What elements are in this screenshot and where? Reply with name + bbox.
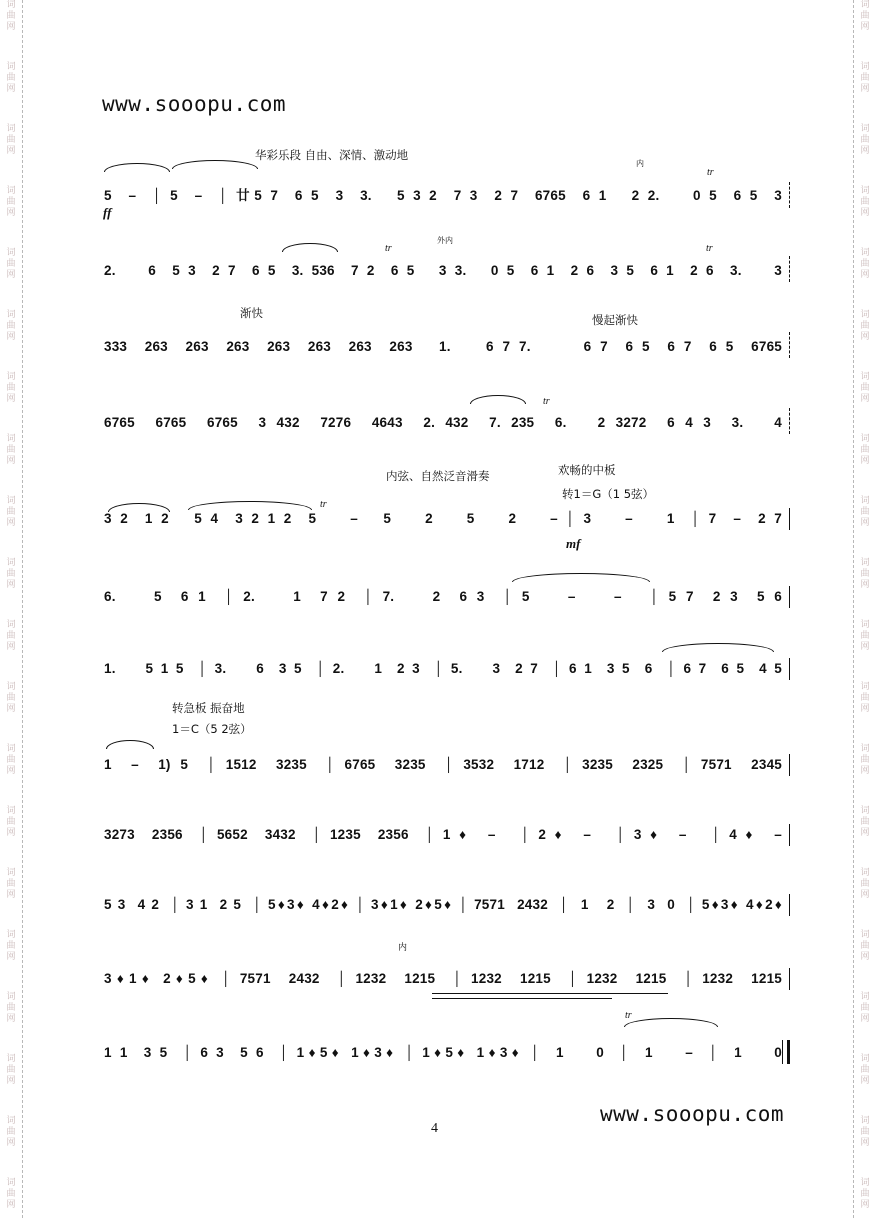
side-watermark-text: 词 曲 网 [6, 0, 16, 32]
score-row-8 [100, 736, 790, 776]
side-watermark-text: 词 曲 网 [6, 372, 16, 404]
side-watermark-text: 词 曲 网 [6, 434, 16, 466]
side-watermark-text: 词 曲 网 [860, 806, 870, 838]
notation-line: 1. 5 1 5 │ 3. 6 3 5 │ 2. 1 2 3 │ 5. 3 2 7 │ 6 1 3 5 6 │ 6 7 6 5 4 5 [104, 661, 782, 676]
score-row-7 [100, 640, 790, 680]
score-row-9 [100, 806, 790, 846]
tempo-quick-annotation: 转急板 振奋地 [172, 701, 245, 715]
side-watermark-text: 词 曲 网 [860, 992, 870, 1024]
harmonics-annotation: 内弦、自然泛音滑奏 [386, 469, 490, 483]
side-watermark-text: 词 曲 网 [6, 1116, 16, 1148]
side-watermark-text: 词 曲 网 [860, 744, 870, 776]
side-watermark-text: 词 曲 网 [6, 248, 16, 280]
side-watermark-text: 词 曲 网 [860, 0, 870, 32]
trill-mark: tr [625, 1010, 632, 1021]
slow-to-fast-annotation: 慢起渐快 [592, 313, 638, 327]
side-watermark-text: 词 曲 网 [860, 682, 870, 714]
right-watermark-strip [853, 0, 876, 1218]
score-row-10 [100, 876, 790, 916]
side-watermark-text: 词 曲 网 [6, 558, 16, 590]
trill-mark: tr [707, 167, 714, 178]
barline [789, 508, 791, 530]
gradually-fast-annotation: 渐快 [240, 306, 263, 320]
side-watermark-text: 词 曲 网 [6, 1178, 16, 1210]
side-watermark-text: 词 曲 网 [860, 620, 870, 652]
page-number: 4 [431, 1121, 438, 1136]
notation-line: 5 – │ 5 – │ 廿5 7 6 5 3 3. 5 3 2 7 3 2 7 6765 6 1 2 2. 0 5 6 5 3 [104, 188, 782, 203]
side-watermark-text: 词 曲 网 [860, 62, 870, 94]
side-watermark-text: 词 曲 网 [6, 310, 16, 342]
side-watermark-text: 词 曲 网 [6, 992, 16, 1024]
inner-string-mark: 内 [398, 943, 408, 953]
cadenza-annotation: 华彩乐段 自由、深情、激动地 [255, 148, 409, 162]
side-watermark-text: 词 曲 网 [860, 496, 870, 528]
key-change-g-annotation: 转1＝G（1 5弦） [562, 487, 655, 501]
side-watermark-text: 词 曲 网 [860, 248, 870, 280]
score-row-12 [100, 1024, 790, 1064]
top-watermark-url: www.sooopu.com [102, 92, 287, 116]
tremolo-line [432, 998, 612, 999]
dashed-barline [789, 332, 790, 358]
final-barline [782, 1040, 790, 1064]
side-watermark-text: 词 曲 网 [860, 310, 870, 342]
key-change-c-annotation: 1＝C（5 2弦） [172, 722, 252, 736]
notation-line: 3♦1♦ 2♦5♦ │ 7571 2432 │ 1232 1215 │ 1232 1215 │ 1232 1215 │ 1232 1215 [104, 971, 782, 986]
dashed-barline [789, 182, 790, 208]
side-watermark-text: 词 曲 网 [6, 744, 16, 776]
barline [789, 754, 791, 776]
barline [789, 968, 791, 990]
score-row-3 [100, 318, 790, 358]
score-row-2 [100, 242, 790, 282]
notation-line: 6765 6765 6765 3 432 7276 4643 2. 432 7. 235 6. 2 3272 6 4 3 3. 4 [104, 415, 782, 430]
notation-line: 3273 2356 │ 5652 3432 │ 1235 2356 │ 1 ♦ – │ 2 ♦ – │ 3 ♦ – │ 4 ♦ – [104, 827, 782, 842]
side-watermark-text: 词 曲 网 [6, 930, 16, 962]
side-watermark-text: 词 曲 网 [6, 62, 16, 94]
trill-mark: tr [320, 499, 327, 510]
score-row-11 [100, 950, 790, 990]
trill-mark: tr [543, 396, 550, 407]
trill-mark: tr [385, 243, 392, 254]
score-row-5 [100, 490, 790, 530]
side-watermark-text: 词 曲 网 [6, 1054, 16, 1086]
trill-mark: tr [706, 243, 713, 254]
notation-line: 5 3 4 2 │ 3 1 2 5 │ 5♦3♦ 4♦2♦ │ 3♦1♦ 2♦5♦ │ 7571 2432 │ 1 2 │ 3 0 │ 5♦3♦ 4♦2♦ [104, 897, 782, 912]
side-watermark-text: 词 曲 网 [6, 124, 16, 156]
notation-line: 1 1 3 5 │ 6 3 5 6 │ 1♦5♦ 1♦3♦ │ 1♦5♦ 1♦3♦ │ 1 0 │ 1 – │ 1 0 [104, 1045, 782, 1060]
notation-line: 333 263 263 263 263 263 263 263 1. 6 7 7. 6 7 6 5 6 7 6 5 6765 [104, 339, 782, 354]
side-watermark-text: 词 曲 网 [860, 558, 870, 590]
side-watermark-text: 词 曲 网 [860, 124, 870, 156]
score-row-6 [100, 568, 790, 608]
side-watermark-text: 词 曲 网 [860, 186, 870, 218]
barline [789, 658, 791, 680]
side-watermark-text: 词 曲 网 [860, 1116, 870, 1148]
side-watermark-text: 词 曲 网 [6, 682, 16, 714]
side-watermark-text: 词 曲 网 [860, 372, 870, 404]
score-row-4 [100, 394, 790, 434]
barline [789, 824, 791, 846]
tremolo-line [432, 993, 668, 994]
side-watermark-text: 词 曲 网 [860, 868, 870, 900]
side-watermark-text: 词 曲 网 [6, 806, 16, 838]
side-watermark-text: 词 曲 网 [860, 434, 870, 466]
side-watermark-text: 词 曲 网 [6, 496, 16, 528]
side-watermark-text: 词 曲 网 [6, 620, 16, 652]
bottom-watermark-url: www.sooopu.com [600, 1102, 785, 1126]
inner-string-mark-2: 内 [636, 159, 644, 168]
side-watermark-text: 词 曲 网 [860, 930, 870, 962]
dynamic-mf: mf [566, 536, 581, 551]
left-watermark-strip [0, 0, 23, 1218]
notation-line: 2. 6 5 3 2 7 6 5 3. 536 7 2 6 5 3 3. 0 5 6 1 2 6 3 5 6 1 2 6 3. 3 [104, 263, 782, 278]
notation-line: 1 – 1) 5 │ 1512 3235 │ 6765 3235 │ 3532 1712 │ 3235 2325 │ 7571 2345 [104, 757, 782, 772]
barline [789, 586, 791, 608]
outer-inner-mark: 外内 [437, 236, 453, 245]
dashed-barline [789, 256, 790, 282]
notation-line: 3 2 1 2 5 4 3 2 1 2 5 – 5 2 5 2 – │ 3 – 1 │ 7 – 2 7 [104, 511, 782, 526]
notation-line: 6. 5 6 1 │ 2. 1 7 2 │ 7. 2 6 3 │ 5 – – │ 5 7 2 3 5 6 [104, 589, 782, 604]
side-watermark-text: 词 曲 网 [860, 1178, 870, 1210]
dynamic-ff: ff [103, 205, 112, 220]
side-watermark-text: 词 曲 网 [6, 868, 16, 900]
tempo-joyful-annotation: 欢畅的中板 [558, 463, 616, 477]
side-watermark-text: 词 曲 网 [860, 1054, 870, 1086]
score-row-1 [100, 168, 790, 208]
barline [789, 894, 791, 916]
dashed-barline [789, 408, 790, 434]
side-watermark-text: 词 曲 网 [6, 186, 16, 218]
